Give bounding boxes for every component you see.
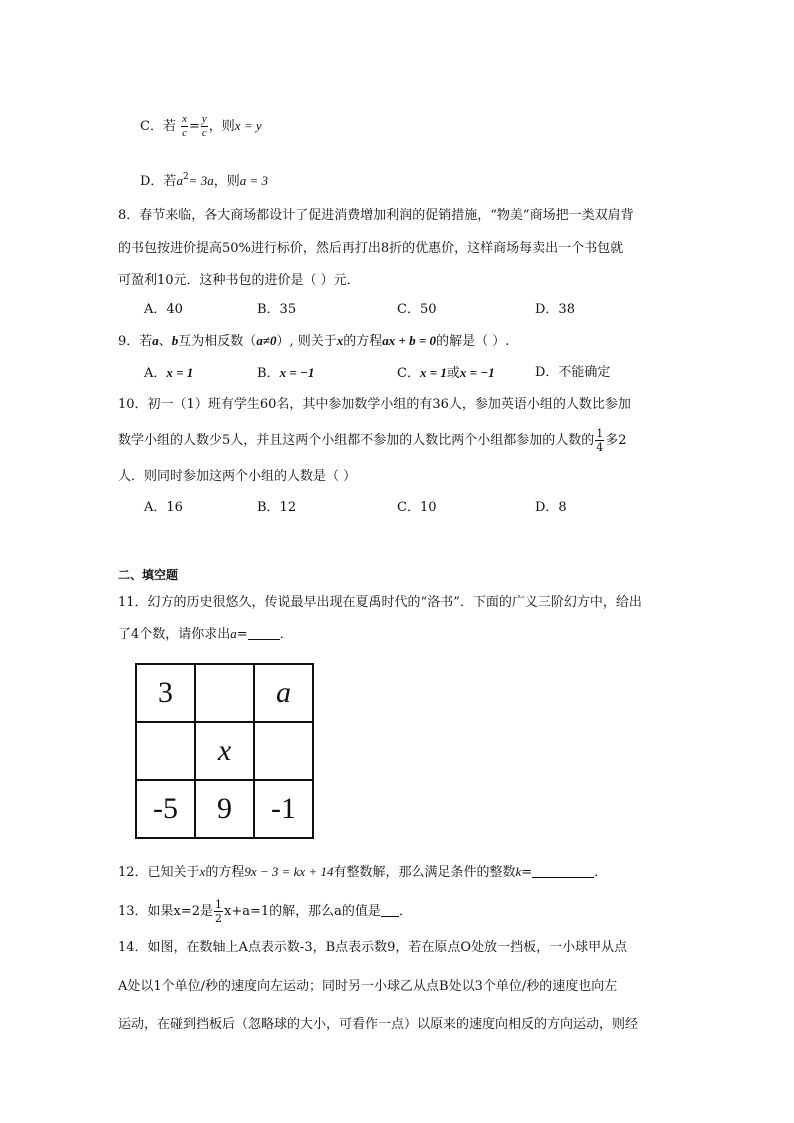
magic-square-grid bbox=[135, 663, 314, 839]
q12-stem: 12．已知关于x的方程9x − 3 = kx + 14有整数解，那么满足条件的整数k= ． bbox=[118, 864, 608, 880]
q9-stem: 9．若a、b互为相反数（a≠0）, 则关于x的方程ax + b = 0的解是（ ）. bbox=[118, 333, 510, 349]
q10-option-b: B．12 bbox=[257, 500, 297, 515]
grid-cell bbox=[254, 722, 313, 780]
q14-line-1: 14．如图，在数轴上A点表示数-3，B点表示数9，若在原点O处放一挡板，一小球甲从点 bbox=[118, 940, 628, 955]
q10-line-3: 人．则同时参加这两个小组的人数是（ ） bbox=[118, 469, 357, 484]
grid-cell: 3 bbox=[136, 664, 195, 722]
grid-cell: -1 bbox=[254, 780, 313, 838]
grid-cell: x bbox=[195, 722, 254, 780]
fraction: $\frac{y}{c}$ bbox=[201, 113, 207, 139]
q8-line-3: 可盈利10元．这种书包的进价是（ ）元． bbox=[118, 273, 360, 288]
q9-option-d: D．不能确定 bbox=[535, 365, 611, 380]
q10-option-d: D．8 bbox=[535, 500, 567, 515]
fraction: $\frac{1}{2}$ bbox=[215, 898, 223, 925]
q8-option-b: B．35 bbox=[257, 302, 297, 317]
answer-blank[interactable] bbox=[532, 865, 594, 878]
q11-line-2: 了4个数，请你求出a= ． bbox=[118, 626, 293, 642]
q10-line-2: 数学小组的人数少5人，并且这两个小组都不参加的人数比两个小组都参加的人数的 $\frac{1}{4}$ 多2 bbox=[118, 427, 627, 454]
q9-option-c: C．x = 1或x = −1 bbox=[397, 365, 495, 381]
fraction: $\frac{1}{4}$ bbox=[596, 427, 604, 454]
grid-cell: a bbox=[254, 664, 313, 722]
q7-option-c: C．若 $\frac{x}{c}$ = $\frac{y}{c}$ ，则x = y bbox=[140, 113, 262, 139]
section-title: 二、填空题 bbox=[118, 568, 179, 582]
q8-option-c: C．50 bbox=[397, 302, 437, 317]
q7-option-d: D．若$a^2= 3a$，则a = 3 bbox=[140, 172, 268, 189]
q13-stem: 13．如果x=2是 $\frac{1}{2}$ x+a=1的解，那么a的值是 ． bbox=[118, 898, 412, 925]
answer-blank[interactable] bbox=[248, 627, 280, 640]
q14-line-3: 运动，在碰到挡板后（忽略球的大小，可看作一点）以原来的速度向相反的方向运动，则经 bbox=[118, 1017, 639, 1032]
q8-line-2: 的书包按进价提高50%进行标价，然后再打出8折的优惠价，这样商场每卖出一个书包就 bbox=[118, 241, 624, 256]
grid-cell bbox=[195, 664, 254, 722]
q9-option-a: A．x = 1 bbox=[144, 365, 194, 381]
q14-line-2: A处以1个单位/秒的速度向左运动；同时另一小球乙从点B处以3个单位/秒的速度也向左 bbox=[118, 979, 618, 994]
q8-line-1: 8．春节来临，各大商场都设计了促进消费增加利润的促销措施，“物美”商场把一类双肩背 bbox=[118, 208, 634, 223]
q10-option-c: C．10 bbox=[397, 500, 437, 515]
q10-line-1: 10．初一（1）班有学生60名，其中参加数学小组的有36人，参加英语小组的人数比参加 bbox=[118, 397, 631, 412]
q9-option-b: B．x = −1 bbox=[257, 365, 315, 381]
fraction: $\frac{x}{c}$ bbox=[182, 113, 187, 139]
grid-cell bbox=[136, 722, 195, 780]
q8-option-d: D．38 bbox=[535, 302, 575, 317]
grid-cell: 9 bbox=[195, 780, 254, 838]
grid-cell: -5 bbox=[136, 780, 195, 838]
q8-option-a: A．40 bbox=[144, 302, 183, 317]
q11-line-1: 11．幻方的历史很悠久，传说最早出现在夏禹时代的“洛书”．下面的广义三阶幻方中，给出 bbox=[118, 595, 642, 610]
answer-blank[interactable] bbox=[381, 904, 399, 917]
q10-option-a: A．16 bbox=[144, 500, 183, 515]
